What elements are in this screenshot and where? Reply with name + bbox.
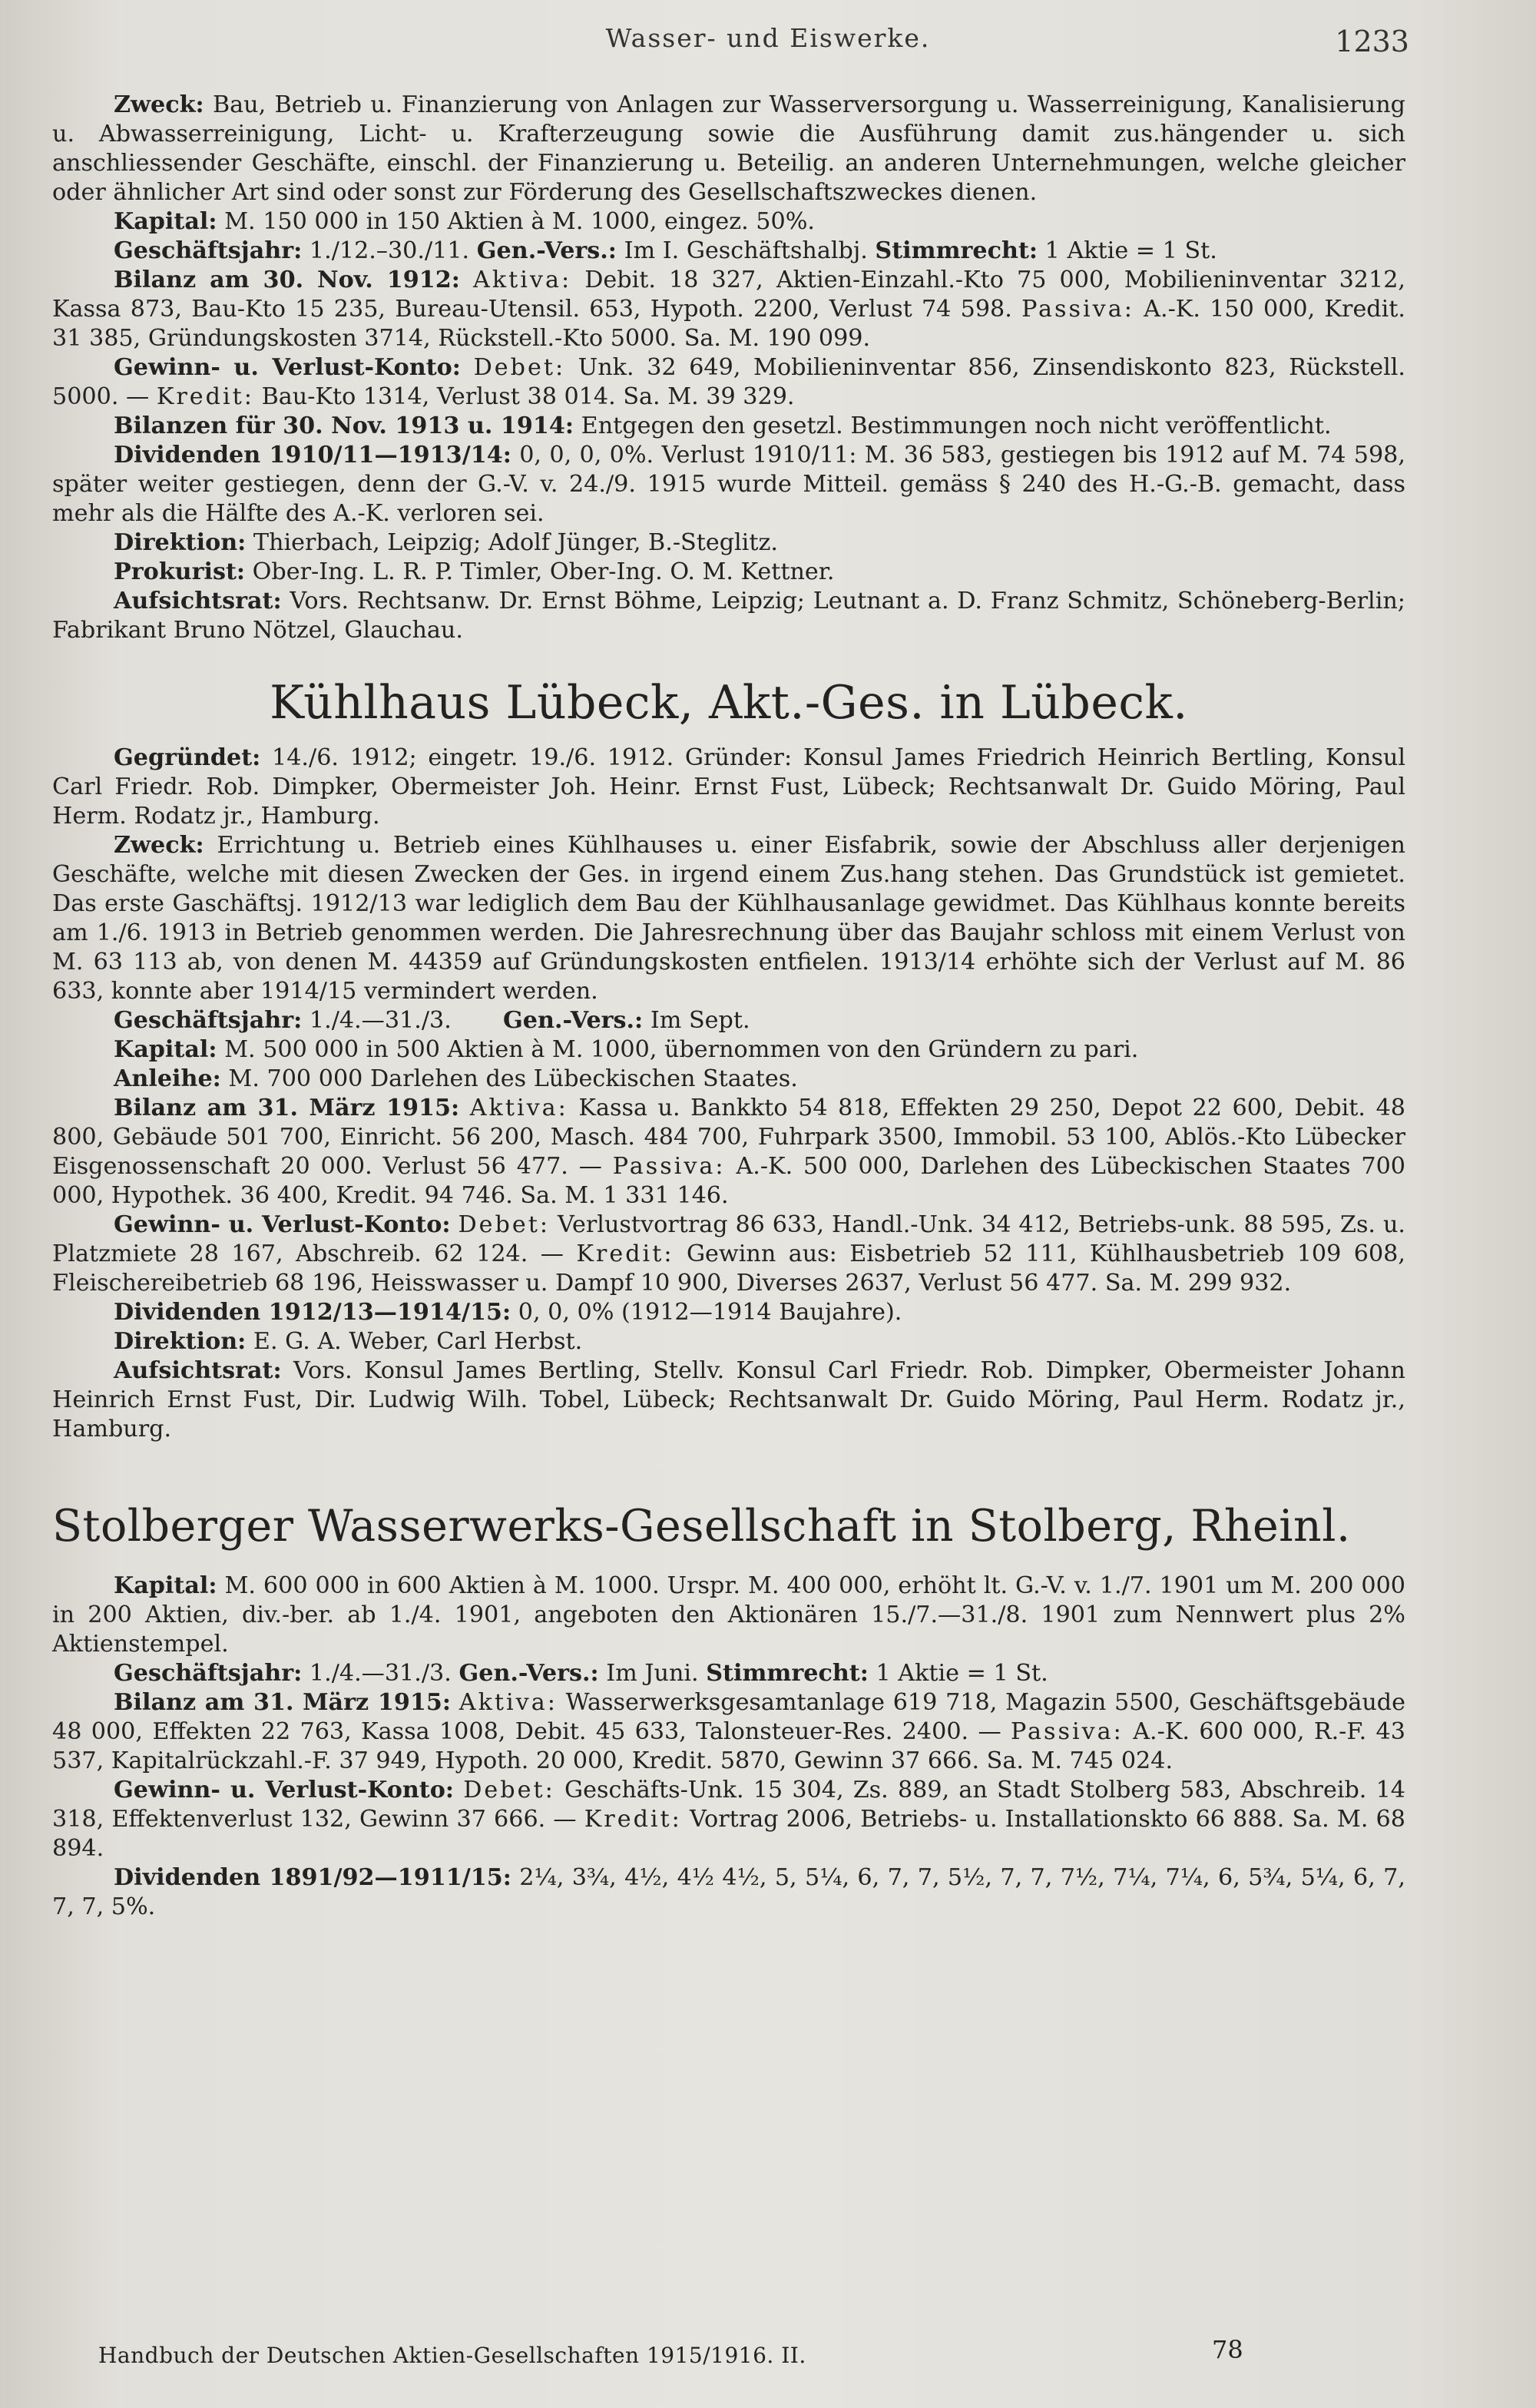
running-header-title: Wasser- und Eiswerke. <box>605 23 931 53</box>
entry-geschaeftsjahr: Geschäftsjahr: 1./4.—31./3. Gen.-Vers.: Im Juni. Stimmrecht: 1 Aktie = 1 St. <box>114 1660 1048 1687</box>
company-title-stolberger: Stolberger Wasserwerks-Gesellschaft in Stolberg, Rheinl. <box>52 1501 1351 1552</box>
entry-geschaeftsjahr: Geschäftsjahr: 1./4.—31./3. Gen.-Vers.: Im Sept. <box>114 1007 750 1034</box>
entry-dividenden: Dividenden 1912/13—1914/15: 0, 0, 0% (1912—1914 Baujahre). <box>114 1299 902 1326</box>
entry-prokurist: Prokurist: Ober-Ing. L. R. P. Timler, Ober-Ing. O. M. Kettner. <box>114 558 835 585</box>
entry-aufsichtsrat: Aufsichtsrat: Vors. Rechtsanw. Dr. Ernst Böhme, Leipzig; Leutnant a. D. Franz Schmitz, Schöneberg-Berlin; Fabrikant Bruno Nötzel, Glauchau. <box>52 588 1405 644</box>
entry-bilanz: Bilanz am 31. März 1915: Aktiva: Kassa u. Bankkto 54 818, Effekten 29 250, Depot 22 600, Debit. 48 800, Gebäude 501 700, Einricht. 56 200, Masch. 484 700, Fuhrpark 3500, Immobil. 53 100, Ablös.-Kto Lübecker Eisgenossenschaft 20 000. Verlust 56 477. — Passiva: A.-K. 500 000, Darlehen des Lübeckischen Staates 700 000, Hypothek. 36 400, Kredit. 94 746. Sa. M. 1 331 146. <box>52 1095 1405 1209</box>
footer-signature-mark: 78 <box>1212 2335 1243 2364</box>
running-header <box>0 23 1536 69</box>
page-footer <box>98 2335 1327 2368</box>
section-prev-company <box>52 91 1405 645</box>
entry-kapital: Kapital: M. 600 000 in 600 Aktien à M. 1000. Urspr. M. 400 000, erhöht lt. G.-V. v. 1./7. 1901 um M. 200 000 in 200 Aktien, div.-ber. ab 1./4. 1901, angeboten den Aktionären 15./7.—31./8. 1901 zum Nennwert plus 2% Aktienstempel. <box>52 1572 1405 1658</box>
entry-gewinn-verlust: Gewinn- u. Verlust-Konto: Debet: Unk. 32 649, Mobilieninventar 856, Zinsendiskonto 823, Rückstell. 5000. — Kredit: Bau-Kto 1314, Verlust 38 014. Sa. M. 39 329. <box>52 354 1406 410</box>
entry-bilanzen: Bilanzen für 30. Nov. 1913 u. 1914: Entgegen den gesetzl. Bestimmungen noch nicht veröffentlicht. <box>114 412 1332 439</box>
entry-gegruendet: Gegründet: 14./6. 1912; eingetr. 19./6. 1912. Gründer: Konsul James Friedrich Heinrich Bertling, Konsul Carl Friedr. Rob. Dimpker, Obermeister Joh. Heinr. Ernst Fust, Lübeck; Rechtsanwalt Dr. Guido Möring, Paul Herm. Rodatz jr., Hamburg. <box>52 744 1405 830</box>
footer-source: Handbuch der Deutschen Aktien-Gesellschaften 1915/1916. II. <box>98 2343 806 2368</box>
entry-bilanz: Bilanz am 31. März 1915: Aktiva: Wasserwerksgesamtanlage 619 718, Magazin 5500, Geschäftsgebäude 48 000, Effekten 22 763, Kassa 1008, Debit. 45 633, Talonsteuer-Res. 2400. — Passiva: A.-K. 600 000, R.-F. 43 537, Kapitalrückzahl.-F. 37 949, Hypoth. 20 000, Kredit. 5870, Gewinn 37 666. Sa. M. 745 024. <box>52 1689 1405 1774</box>
entry-bilanz: Bilanz am 30. Nov. 1912: Aktiva: Debit. 18 327, Aktien-Einzahl.-Kto 75 000, Mobilieninventar 3212, Kassa 873, Bau-Kto 15 235, Bureau-Utensil. 653, Hypoth. 2200, Verlust 74 598. Passiva: A.-K. 150 000, Kredit. 31 385, Gründungskosten 3714, Rückstell.-Kto 5000. Sa. M. 190 099. <box>52 267 1406 352</box>
entry-aufsichtsrat: Aufsichtsrat: Vors. Konsul James Bertling, Stellv. Konsul Carl Friedr. Rob. Dimpker, Obermeister Johann Heinrich Ernst Fust, Dir. Ludwig Wilh. Tobel, Lübeck; Rechtsanwalt Dr. Guido Möring, Paul Herm. Rodatz jr., Hamburg. <box>52 1357 1405 1442</box>
section-kuehlhaus-luebeck <box>52 674 1405 1444</box>
entry-geschaeftsjahr: Geschäftsjahr: 1./12.–30./11. Gen.-Vers.: Im I. Geschäftshalbj. Stimmrecht: 1 Aktie = 1 St. <box>114 237 1217 264</box>
page-number: 1233 <box>1335 25 1409 58</box>
page-content <box>52 91 1405 1922</box>
company-title-kuehlhaus: Kühlhaus Lübeck, Akt.-Ges. in Lübeck. <box>270 676 1188 730</box>
section-stolberger-wasserwerk <box>52 1498 1405 1922</box>
entry-dividenden: Dividenden 1910/11—1913/14: 0, 0, 0, 0%. Verlust 1910/11: M. 36 583, gestiegen bis 1912 auf M. 74 598, später weiter gestiegen, denn der G.-V. v. 24./9. 1915 wurde Mitteil. gemäss § 240 des H.-G.-B. gemacht, dass mehr als die Hälfte des A.-K. verloren sei. <box>52 442 1405 527</box>
entry-kapital: Kapital: M. 500 000 in 500 Aktien à M. 1000, übernommen von den Gründern zu pari. <box>114 1036 1139 1063</box>
entry-direktion: Direktion: Thierbach, Leipzig; Adolf Jünger, B.-Steglitz. <box>114 529 778 556</box>
entry-anleihe: Anleihe: M. 700 000 Darlehen des Lübeckischen Staates. <box>114 1065 798 1092</box>
entry-gewinn-verlust: Gewinn- u. Verlust-Konto: Debet: Verlustvortrag 86 633, Handl.-Unk. 34 412, Betriebs-unk. 88 595, Zs. u. Platzmiete 28 167, Abschreib. 62 124. — Kredit: Gewinn aus: Eisbetrieb 52 111, Kühlhausbetrieb 109 608, Fleischereibetrieb 68 196, Heisswasser u. Dampf 10 900, Diverses 2637, Verlust 56 477. Sa. M. 299 932. <box>52 1211 1405 1297</box>
entry-zweck: Zweck: Errichtung u. Betrieb eines Kühlhauses u. einer Eisfabrik, sowie der Abschluss aller derjenigen Geschäfte, welche mit diesen Zwecken der Ges. in irgend einem Zus.hang stehen. Das Grundstück ist gemietet. Das erste Gaschäftsj. 1912/13 war lediglich dem Bau der Kühlhausanlage gewidmet. Das Kühlhaus konnte bereits am 1./6. 1913 in Betrieb genommen werden. Die Jahresrechnung über das Baujahr schloss mit einem Verlust von M. 63 113 ab, von denen M. 44359 auf Gründungskosten entfielen. 1913/14 erhöhte sich der Verlust auf M. 86 633, konnte aber 1914/15 vermindert werden. <box>52 832 1405 1005</box>
entry-direktion: Direktion: E. G. A. Weber, Carl Herbst. <box>114 1328 583 1355</box>
entry-kapital: Kapital: M. 150 000 in 150 Aktien à M. 1000, eingez. 50%. <box>114 208 815 235</box>
entry-zweck: Zweck: Bau, Betrieb u. Finanzierung von Anlagen zur Wasserversorgung u. Wasserreinigung, Kanalisierung u. Abwasserreinigung, Licht- u. Krafterzeugung sowie die Ausführung damit zus.hängender u. sich anschliessender Geschäfte, einschl. der Finanzierung u. Beteilig. an anderen Unternehmungen, welche gleicher oder ähnlicher Art sind oder sonst zur Förderung des Gesellschaftszweckes dienen. <box>52 91 1405 206</box>
entry-dividenden: Dividenden 1891/92—1911/15: 2¼, 3¾, 4½, 4½ 4½, 5, 5¼, 6, 7, 7, 5½, 7, 7, 7½, 7¼, 7¼, 6, 5¾, 5¼, 6, 7, 7, 7, 5%. <box>52 1864 1405 1920</box>
entry-gewinn-verlust: Gewinn- u. Verlust-Konto: Debet: Geschäfts-Unk. 15 304, Zs. 889, an Stadt Stolberg 583, Abschreib. 14 318, Effektenverlust 132, Gewinn 37 666. — Kredit: Vortrag 2006, Betriebs- u. Installationskto 66 888. Sa. M. 68 894. <box>52 1777 1405 1862</box>
